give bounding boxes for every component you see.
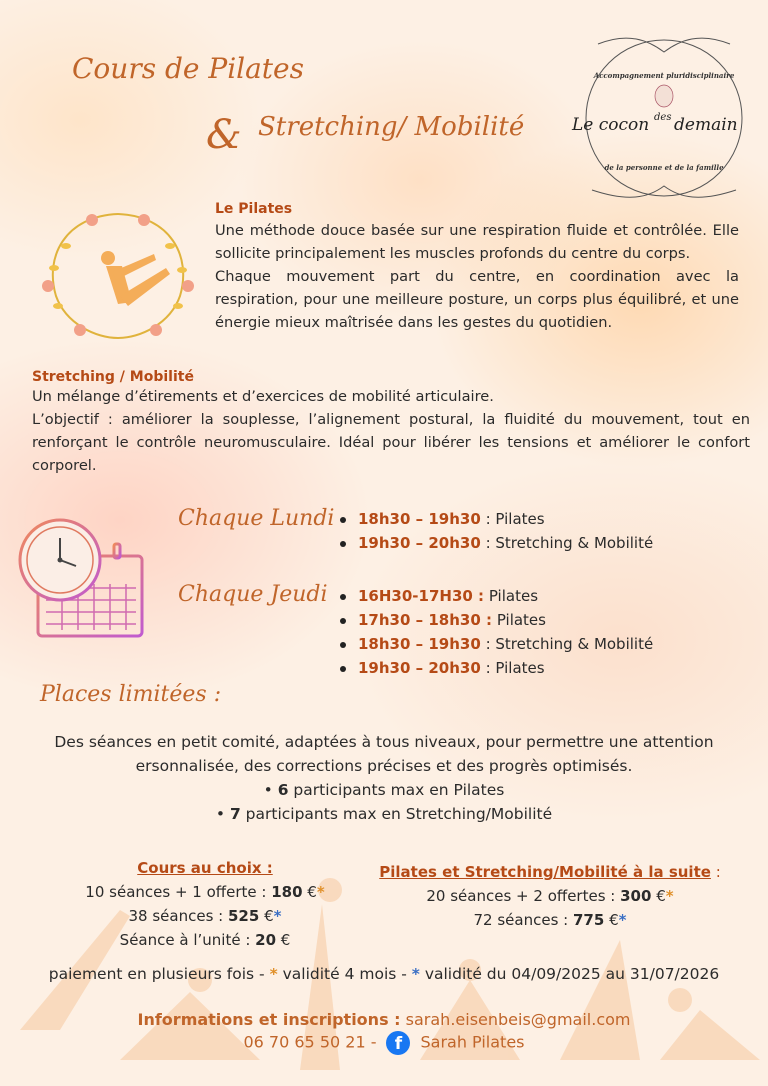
pricing-right <box>360 860 740 932</box>
schedule-separator: : <box>480 659 496 677</box>
pilates-wreath-icon <box>36 206 200 346</box>
places-description <box>0 730 768 826</box>
price-label: 20 séances + 2 offertes : <box>426 887 621 905</box>
schedule-item <box>340 584 653 608</box>
currency: € <box>276 931 291 949</box>
title-pilates: Cours de Pilates <box>72 52 304 85</box>
currency: € <box>604 911 619 929</box>
currency: € <box>259 907 274 925</box>
title-stretching: Stretching/ Mobilité <box>258 112 525 142</box>
price-label: 72 séances : <box>473 911 573 929</box>
logo-bottom-text: de la personne et de la famille <box>604 163 724 172</box>
pricing-right-heading <box>360 860 740 884</box>
places-line-1: Des séances en petit comité, adaptées à tous niveaux, pour permettre une attention <box>54 733 714 751</box>
logo-cocon-des-demain <box>568 30 756 200</box>
schedule-time: 19h30 – 20h30 <box>358 534 481 552</box>
validity-4-months: validité 4 mois - <box>277 965 412 983</box>
pricing-right-title: Pilates et Stretching/Mobilité à la suite <box>379 863 711 881</box>
places-bullet-pilates <box>0 778 768 802</box>
schedule-item <box>340 531 653 555</box>
pricing-right-colon: : <box>710 863 721 881</box>
schedule-time: 18h30 – 19h30 <box>358 635 481 653</box>
pilates-max-text: participants max en Pilates <box>288 781 505 799</box>
schedule-item <box>340 507 653 531</box>
pilates-title: Le Pilates <box>215 201 293 217</box>
schedule-activity: Pilates <box>488 587 539 605</box>
places-title: Places limitées : <box>40 682 222 707</box>
schedule-item <box>340 632 653 656</box>
star-blue-icon: * <box>618 911 627 929</box>
stretching-max-number: 7 <box>229 805 241 823</box>
pilates-max-number: 6 <box>277 781 289 799</box>
pricing-left <box>40 856 370 952</box>
schedule-separator: : <box>480 510 496 528</box>
schedule-time: 18h30 – 19h30 <box>358 510 481 528</box>
price-row-unit <box>40 928 370 952</box>
facebook-icon[interactable]: f <box>386 1031 410 1055</box>
contact-line-2 <box>0 1031 768 1055</box>
schedule-activity: Stretching & Mobilité <box>495 635 654 653</box>
schedule-item <box>340 608 653 632</box>
validity-dates: validité du 04/09/2025 au 31/07/2026 <box>419 965 720 983</box>
stretching-max-text: participants max en Stretching/Mobilité <box>240 805 553 823</box>
title-ampersand: & <box>206 112 242 158</box>
schedule-separator: : <box>480 534 496 552</box>
price-label: 38 séances : <box>128 907 228 925</box>
pilates-paragraph-1: Une méthode douce basée sur une respiration fluide et contrôlée. Elle sollicite principalement les muscles profonds du centre du corps. <box>215 222 739 262</box>
thursday-label: Chaque Jeudi <box>178 582 328 607</box>
calendar-clock-icon <box>16 516 148 640</box>
logo-name-demain: demain <box>674 115 738 135</box>
bullet-dot: • <box>215 805 230 823</box>
schedule-separator: : <box>480 635 496 653</box>
price-row-20 <box>360 884 740 908</box>
facebook-page-name[interactable]: Sarah Pilates <box>420 1032 525 1052</box>
schedule-time: 16H30-17H30 : <box>358 587 485 605</box>
places-line-2: ersonnalisée, des corrections précises et des progrès optimisés. <box>135 757 633 775</box>
logo-top-text: Accompagnement pluridisciplinaire <box>593 71 735 80</box>
star-blue-icon: * <box>411 965 420 983</box>
schedule-time: 19h30 – 20h30 <box>358 659 481 677</box>
currency: € <box>302 883 317 901</box>
pilates-paragraph-2: Chaque mouvement part du centre, en coordination avec la respiration, pour une meilleure posture, un corps plus équilibré, et une énergie mieux maîtrisée dans les gestes du quotidien. <box>215 268 739 331</box>
contact-phone[interactable]: 06 70 65 50 21 - <box>243 1032 377 1052</box>
schedule-activity: Stretching & Mobilité <box>495 534 654 552</box>
schedule-activity: Pilates <box>496 611 546 629</box>
star-orange-icon: * <box>665 887 674 905</box>
currency: € <box>651 887 666 905</box>
star-orange-icon: * <box>316 883 325 901</box>
contact-email[interactable]: sarah.eisenbeis@gmail.com <box>400 1010 631 1029</box>
logo-figure-icon <box>655 85 673 107</box>
stretching-paragraph-2: L’objectif : améliorer la souplesse, l’alignement postural, la fluidité du mouvement, tout en renforçant le contrôle neuromusculaire. Idéal pour libérer les tensions et améliorer le confort corporel. <box>32 411 750 474</box>
schedule-activity: Pilates <box>495 510 545 528</box>
logo-name-des: des <box>654 112 672 123</box>
places-bullet-stretching <box>0 802 768 826</box>
price-value: 525 <box>228 907 260 925</box>
payment-line <box>0 965 768 983</box>
star-orange-icon: * <box>269 965 278 983</box>
price-value: 20 <box>255 931 277 949</box>
stretching-paragraph-1: Un mélange d’étirements et d’exercices de mobilité articulaire. <box>32 388 494 405</box>
price-row-72 <box>360 908 740 932</box>
monday-label: Chaque Lundi <box>178 506 335 531</box>
schedule-item <box>340 656 653 680</box>
logo-name-le: Le cocon <box>572 115 650 135</box>
stretching-section <box>32 369 750 477</box>
price-value: 300 <box>620 887 652 905</box>
price-label: 10 séances + 1 offerte : <box>85 883 272 901</box>
price-row-10 <box>40 880 370 904</box>
stretching-title: Stretching / Mobilité <box>32 369 194 385</box>
price-value: 775 <box>573 911 605 929</box>
pricing-left-title: Cours au choix : <box>137 859 273 877</box>
price-label: Séance à l’unité : <box>119 931 256 949</box>
monday-schedule <box>340 507 653 555</box>
bullet-dot: • <box>263 781 278 799</box>
contact-label: Informations et inscriptions : <box>137 1010 401 1029</box>
star-blue-icon: * <box>273 907 282 925</box>
schedule-time: 17h30 – 18h30 : <box>358 611 493 629</box>
schedule-activity: Pilates <box>495 659 545 677</box>
price-row-38 <box>40 904 370 928</box>
pilates-section <box>215 201 739 334</box>
price-value: 180 <box>271 883 303 901</box>
contact-line-1 <box>0 1010 768 1029</box>
payment-text: paiement en plusieurs fois - <box>48 965 270 983</box>
thursday-schedule <box>340 584 653 680</box>
